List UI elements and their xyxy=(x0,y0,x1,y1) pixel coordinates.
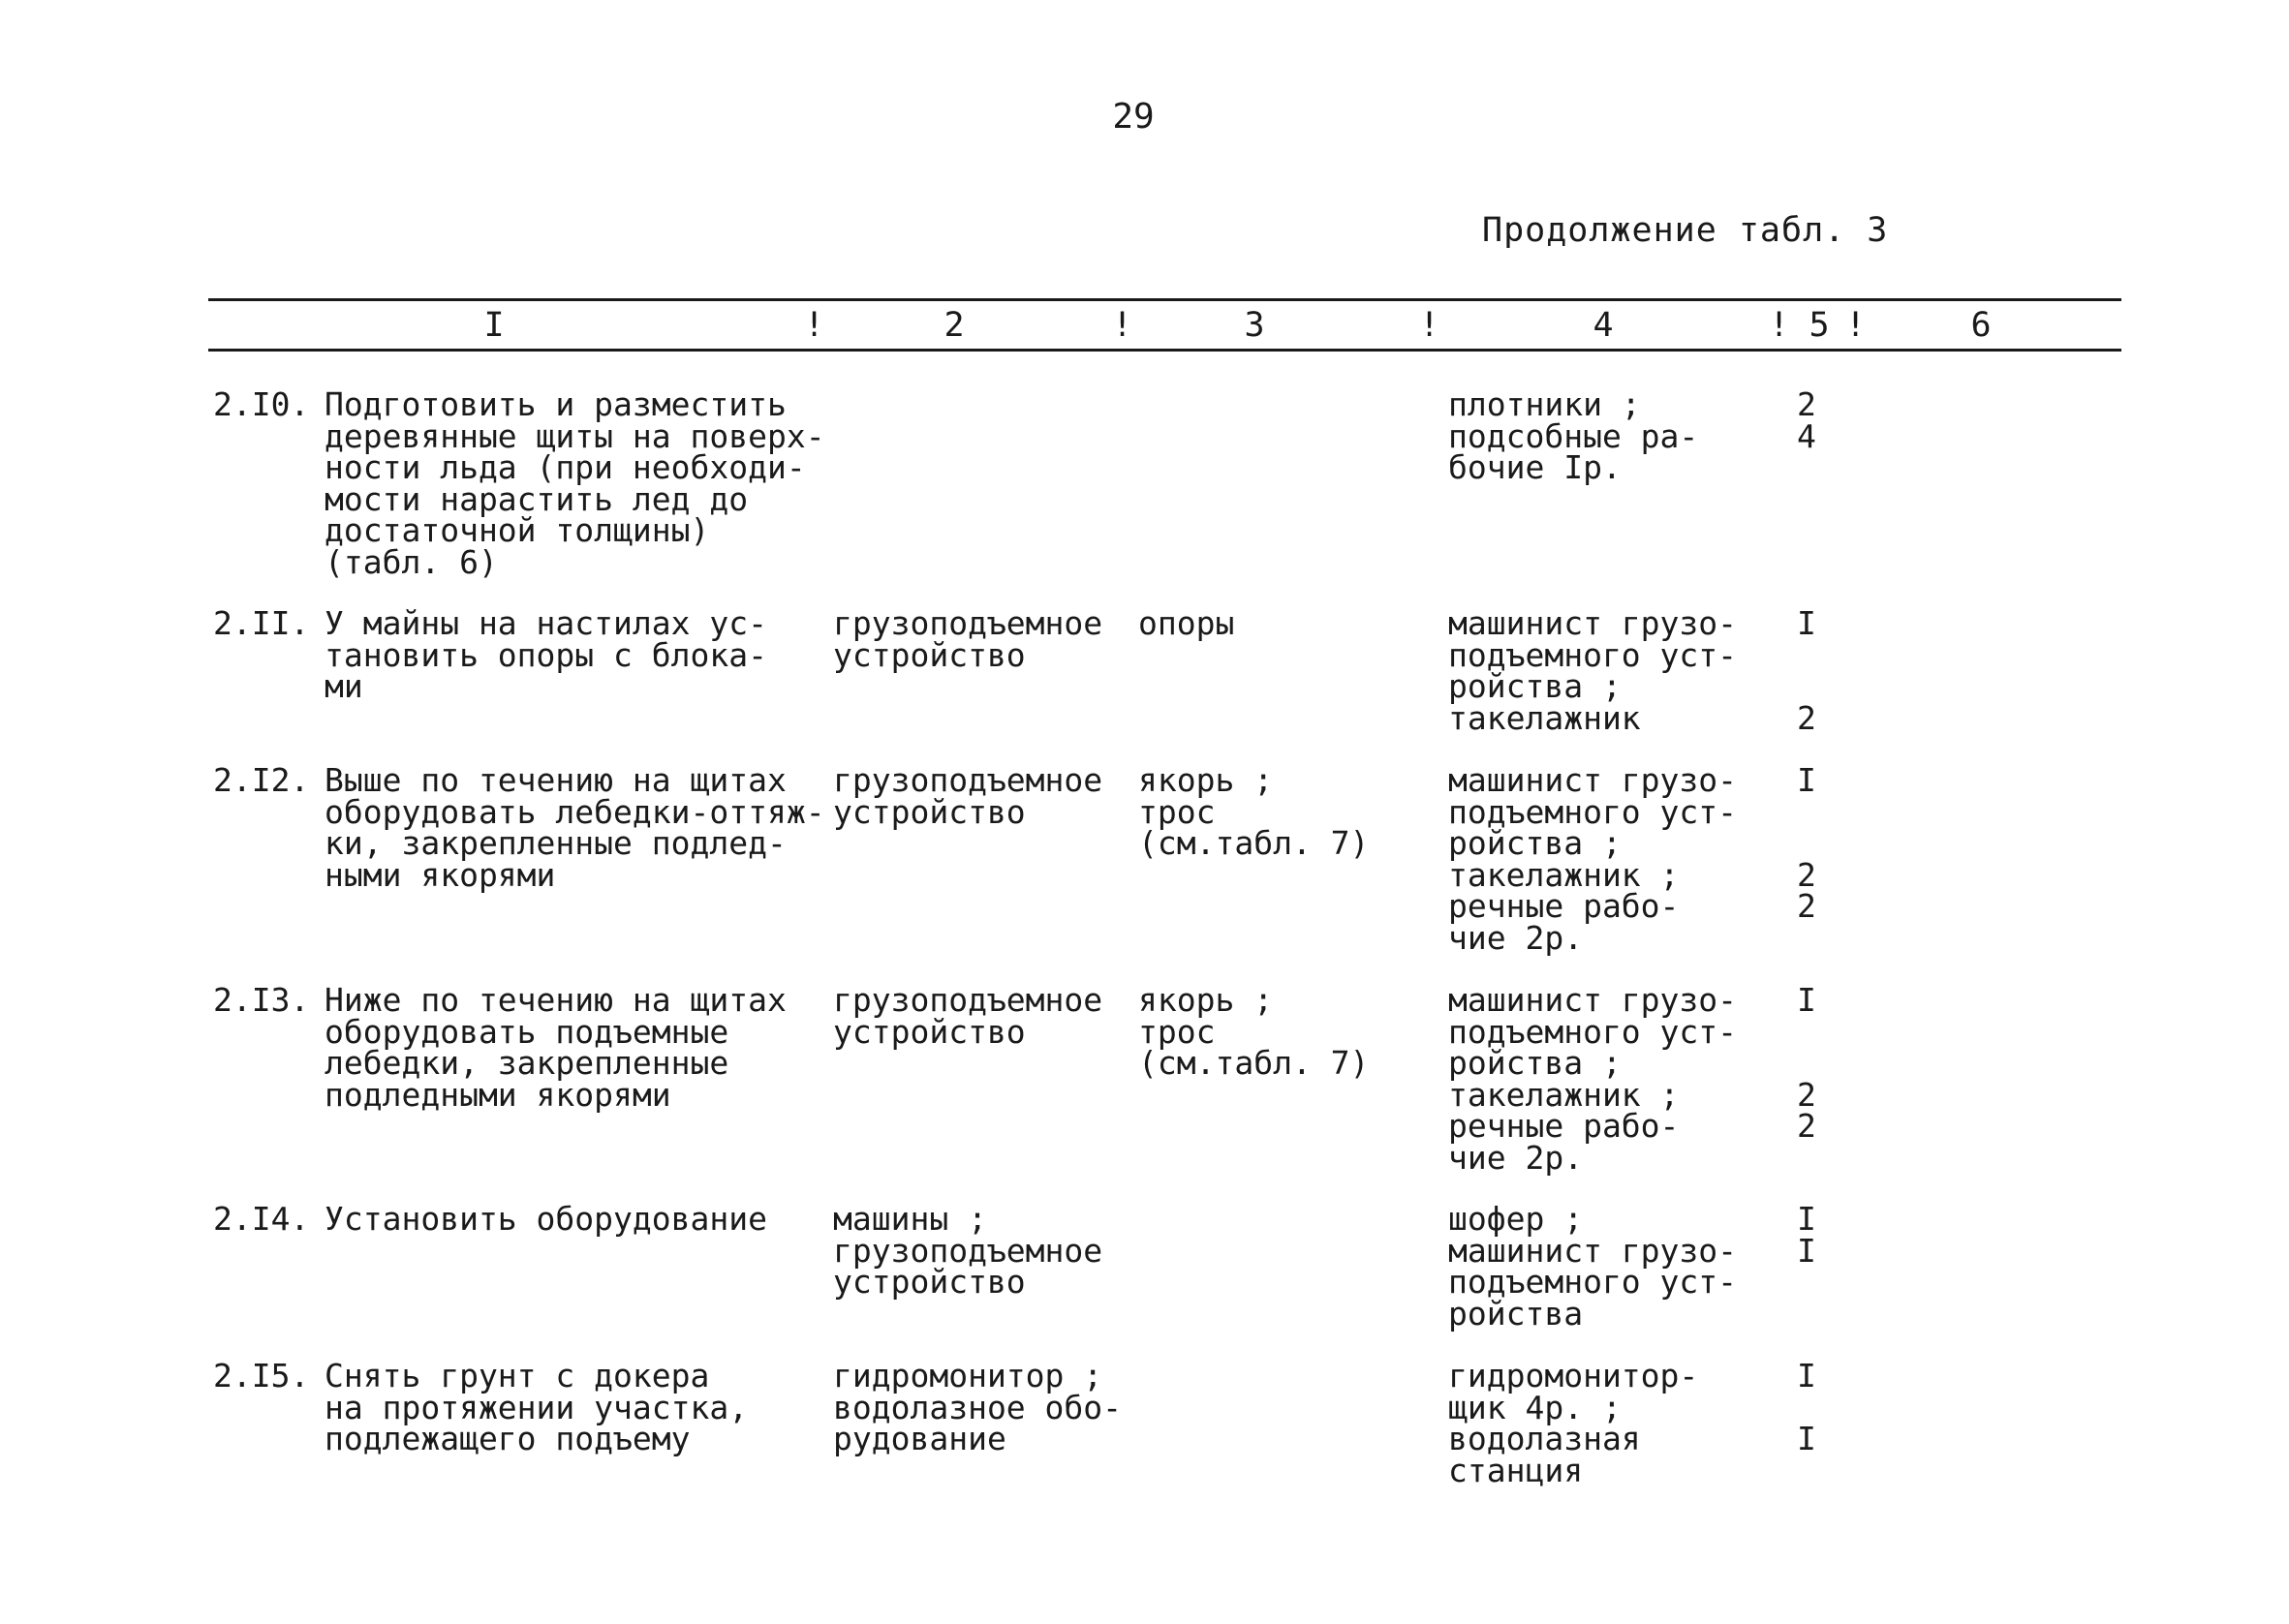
materials-cell: опоры xyxy=(1138,604,1235,642)
operation-text: Подготовить и разместить деревянные щиты на поверх- ности льда (при необходи- мости нарастить лед до достаточной толщины) (табл. 6) xyxy=(325,385,825,581)
header-col-5: 5 xyxy=(1809,306,1830,345)
page-number: 29 xyxy=(1112,97,1155,137)
operation-text: Ниже по течению на щитах оборудовать подъемные лебедки, закрепленные подледными якорями xyxy=(325,981,787,1114)
row-number: 2.I3. xyxy=(213,981,310,1019)
row-number: 2.I2. xyxy=(213,761,310,799)
materials-cell: якорь ; трос (см.табл. 7) xyxy=(1138,761,1370,862)
operation-text: Установить оборудование xyxy=(325,1200,767,1238)
header-col-4: 4 xyxy=(1593,306,1614,345)
header-separator: ! xyxy=(1419,306,1440,345)
materials-cell: якорь ; трос (см.табл. 7) xyxy=(1138,981,1370,1082)
worker-count-cell: I 2 2 xyxy=(1797,981,1816,1145)
equipment-cell: грузоподъемное устройство xyxy=(833,604,1103,674)
operation-text: Снять грунт с докера на протяжении участка, подлежащего подъему xyxy=(325,1357,749,1457)
worker-count-cell: I 2 xyxy=(1797,604,1816,737)
row-number: 2.I0. xyxy=(213,385,310,423)
workers-cell: машинист грузо- подъемного уст- ройства ; такелажник ; речные рабо- чие 2р. xyxy=(1448,981,1738,1177)
worker-count-cell: 2 4 xyxy=(1797,385,1816,455)
equipment-cell: грузоподъемное устройство xyxy=(833,981,1103,1051)
table-header-bottom-rule xyxy=(208,349,2121,352)
equipment-cell: машины ; грузоподъемное устройство xyxy=(833,1200,1103,1301)
header-col-1: I xyxy=(483,306,505,345)
table-continuation-label: Продолжение табл. 3 xyxy=(1482,211,1889,250)
header-col-2: 2 xyxy=(943,306,965,345)
operation-text: У майны на настилах ус- тановить опоры с блока- ми xyxy=(325,604,767,705)
header-col-6: 6 xyxy=(1970,306,1992,345)
workers-cell: плотники ; подсобные ра- бочие Iр. xyxy=(1448,385,1699,486)
row-number: 2.I4. xyxy=(213,1200,310,1238)
header-separator: ! xyxy=(804,306,825,345)
worker-count-cell: I 2 2 xyxy=(1797,761,1816,925)
equipment-cell: грузоподъемное устройство xyxy=(833,761,1103,831)
table-top-rule xyxy=(208,298,2121,301)
header-separator: ! xyxy=(1112,306,1133,345)
row-number: 2.I5. xyxy=(213,1357,310,1394)
header-col-3: 3 xyxy=(1244,306,1265,345)
operation-text: Выше по течению на щитах оборудовать лебедки-оттяж- ки, закрепленные подлед- ными якорями xyxy=(325,761,825,894)
header-separator: ! xyxy=(1769,306,1790,345)
header-separator: ! xyxy=(1845,306,1867,345)
worker-count-cell: I I xyxy=(1797,1357,1816,1457)
workers-cell: гидромонитор- щик 4р. ; водолазная станция xyxy=(1448,1357,1699,1489)
row-number: 2.II. xyxy=(213,604,310,642)
workers-cell: шофер ; машинист грузо- подъемного уст- ройства xyxy=(1448,1200,1738,1333)
workers-cell: машинист грузо- подъемного уст- ройства ; такелажник ; речные рабо- чие 2р. xyxy=(1448,761,1738,957)
equipment-cell: гидромонитор ; водолазное обо- рудование xyxy=(833,1357,1123,1457)
worker-count-cell: I I xyxy=(1797,1200,1816,1270)
workers-cell: машинист грузо- подъемного уст- ройства ; такелажник xyxy=(1448,604,1738,737)
